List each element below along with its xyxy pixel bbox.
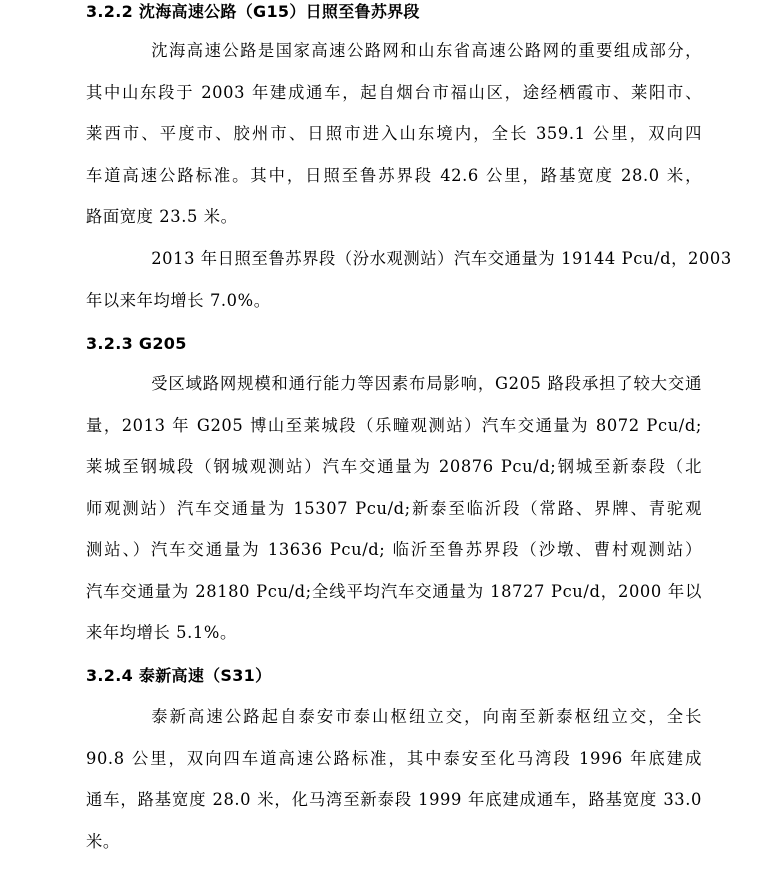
text-line: 年以来年均增长 7.0%。 xyxy=(86,290,271,310)
section-3-2-3 xyxy=(86,332,702,356)
text-line: 莱西市、平度市、胶州市、日照市进入山东境内，全长 359.1 公里，双向四 xyxy=(86,124,702,143)
section-3-2-4 xyxy=(86,664,702,688)
section-heading: 3.2.3 G205 xyxy=(86,334,187,353)
text-line: 米。 xyxy=(86,831,120,851)
section-heading: 3.2.2 沈海高速公路（G15）日照至鲁苏界段 xyxy=(86,2,420,21)
paragraph xyxy=(86,30,702,238)
text-line: 测站、）汽车交通量为 13636 Pcu/d; 临沂至鲁苏界段（沙墩、曹村观测站） xyxy=(86,540,702,559)
paragraph xyxy=(86,363,702,654)
section-3-2-2 xyxy=(86,0,702,24)
text-line: 来年均增长 5.1%。 xyxy=(86,623,237,642)
text-line: 车道高速公路标准。其中，日照至鲁苏界段 42.6 公里，路基宽度 28.0 米， xyxy=(86,165,702,185)
paragraph xyxy=(86,696,702,862)
text-line: 90.8 公里，双向四车道高速公路标准，其中泰安至化马湾段 1996 年底建成 xyxy=(86,748,702,768)
text-line: 2013 年日照至鲁苏界段（汾水观测站）汽车交通量为 19144 Pcu/d，2003 xyxy=(151,249,732,268)
text-line: 莱城至钢城段（钢城观测站）汽车交通量为 20876 Pcu/d;钢城至新泰段（北 xyxy=(86,457,702,476)
text-line: 量，2013 年 G205 博山至莱城段（乐疃观测站）汽车交通量为 8072 Pcu/d; xyxy=(86,415,702,435)
text-line: 泰新高速公路起自泰安市泰山枢纽立交，向南至新泰枢纽立交，全长 xyxy=(151,707,702,726)
text-line: 汽车交通量为 28180 Pcu/d;全线平均汽车交通量为 18727 Pcu/d，2000 年以 xyxy=(86,581,702,601)
paragraph xyxy=(86,238,732,321)
text-line: 其中山东段于 2003 年建成通车，起自烟台市福山区，途经栖霞市、莱阳市、 xyxy=(86,82,702,102)
section-heading: 3.2.4 泰新高速（S31） xyxy=(86,666,272,685)
text-line: 通车，路基宽度 28.0 米，化马湾至新泰段 1999 年底建成通车，路基宽度 33.0 xyxy=(86,790,702,809)
text-line: 师观测站）汽车交通量为 15307 Pcu/d;新泰至临沂段（常路、界牌、青驼观 xyxy=(86,498,702,518)
text-line: 路面宽度 23.5 米。 xyxy=(86,207,238,226)
text-line: 受区域路网规模和通行能力等因素布局影响，G205 路段承担了较大交通 xyxy=(151,374,702,393)
text-line: 沈海高速公路是国家高速公路网和山东省高速公路网的重要组成部分， xyxy=(151,41,702,60)
